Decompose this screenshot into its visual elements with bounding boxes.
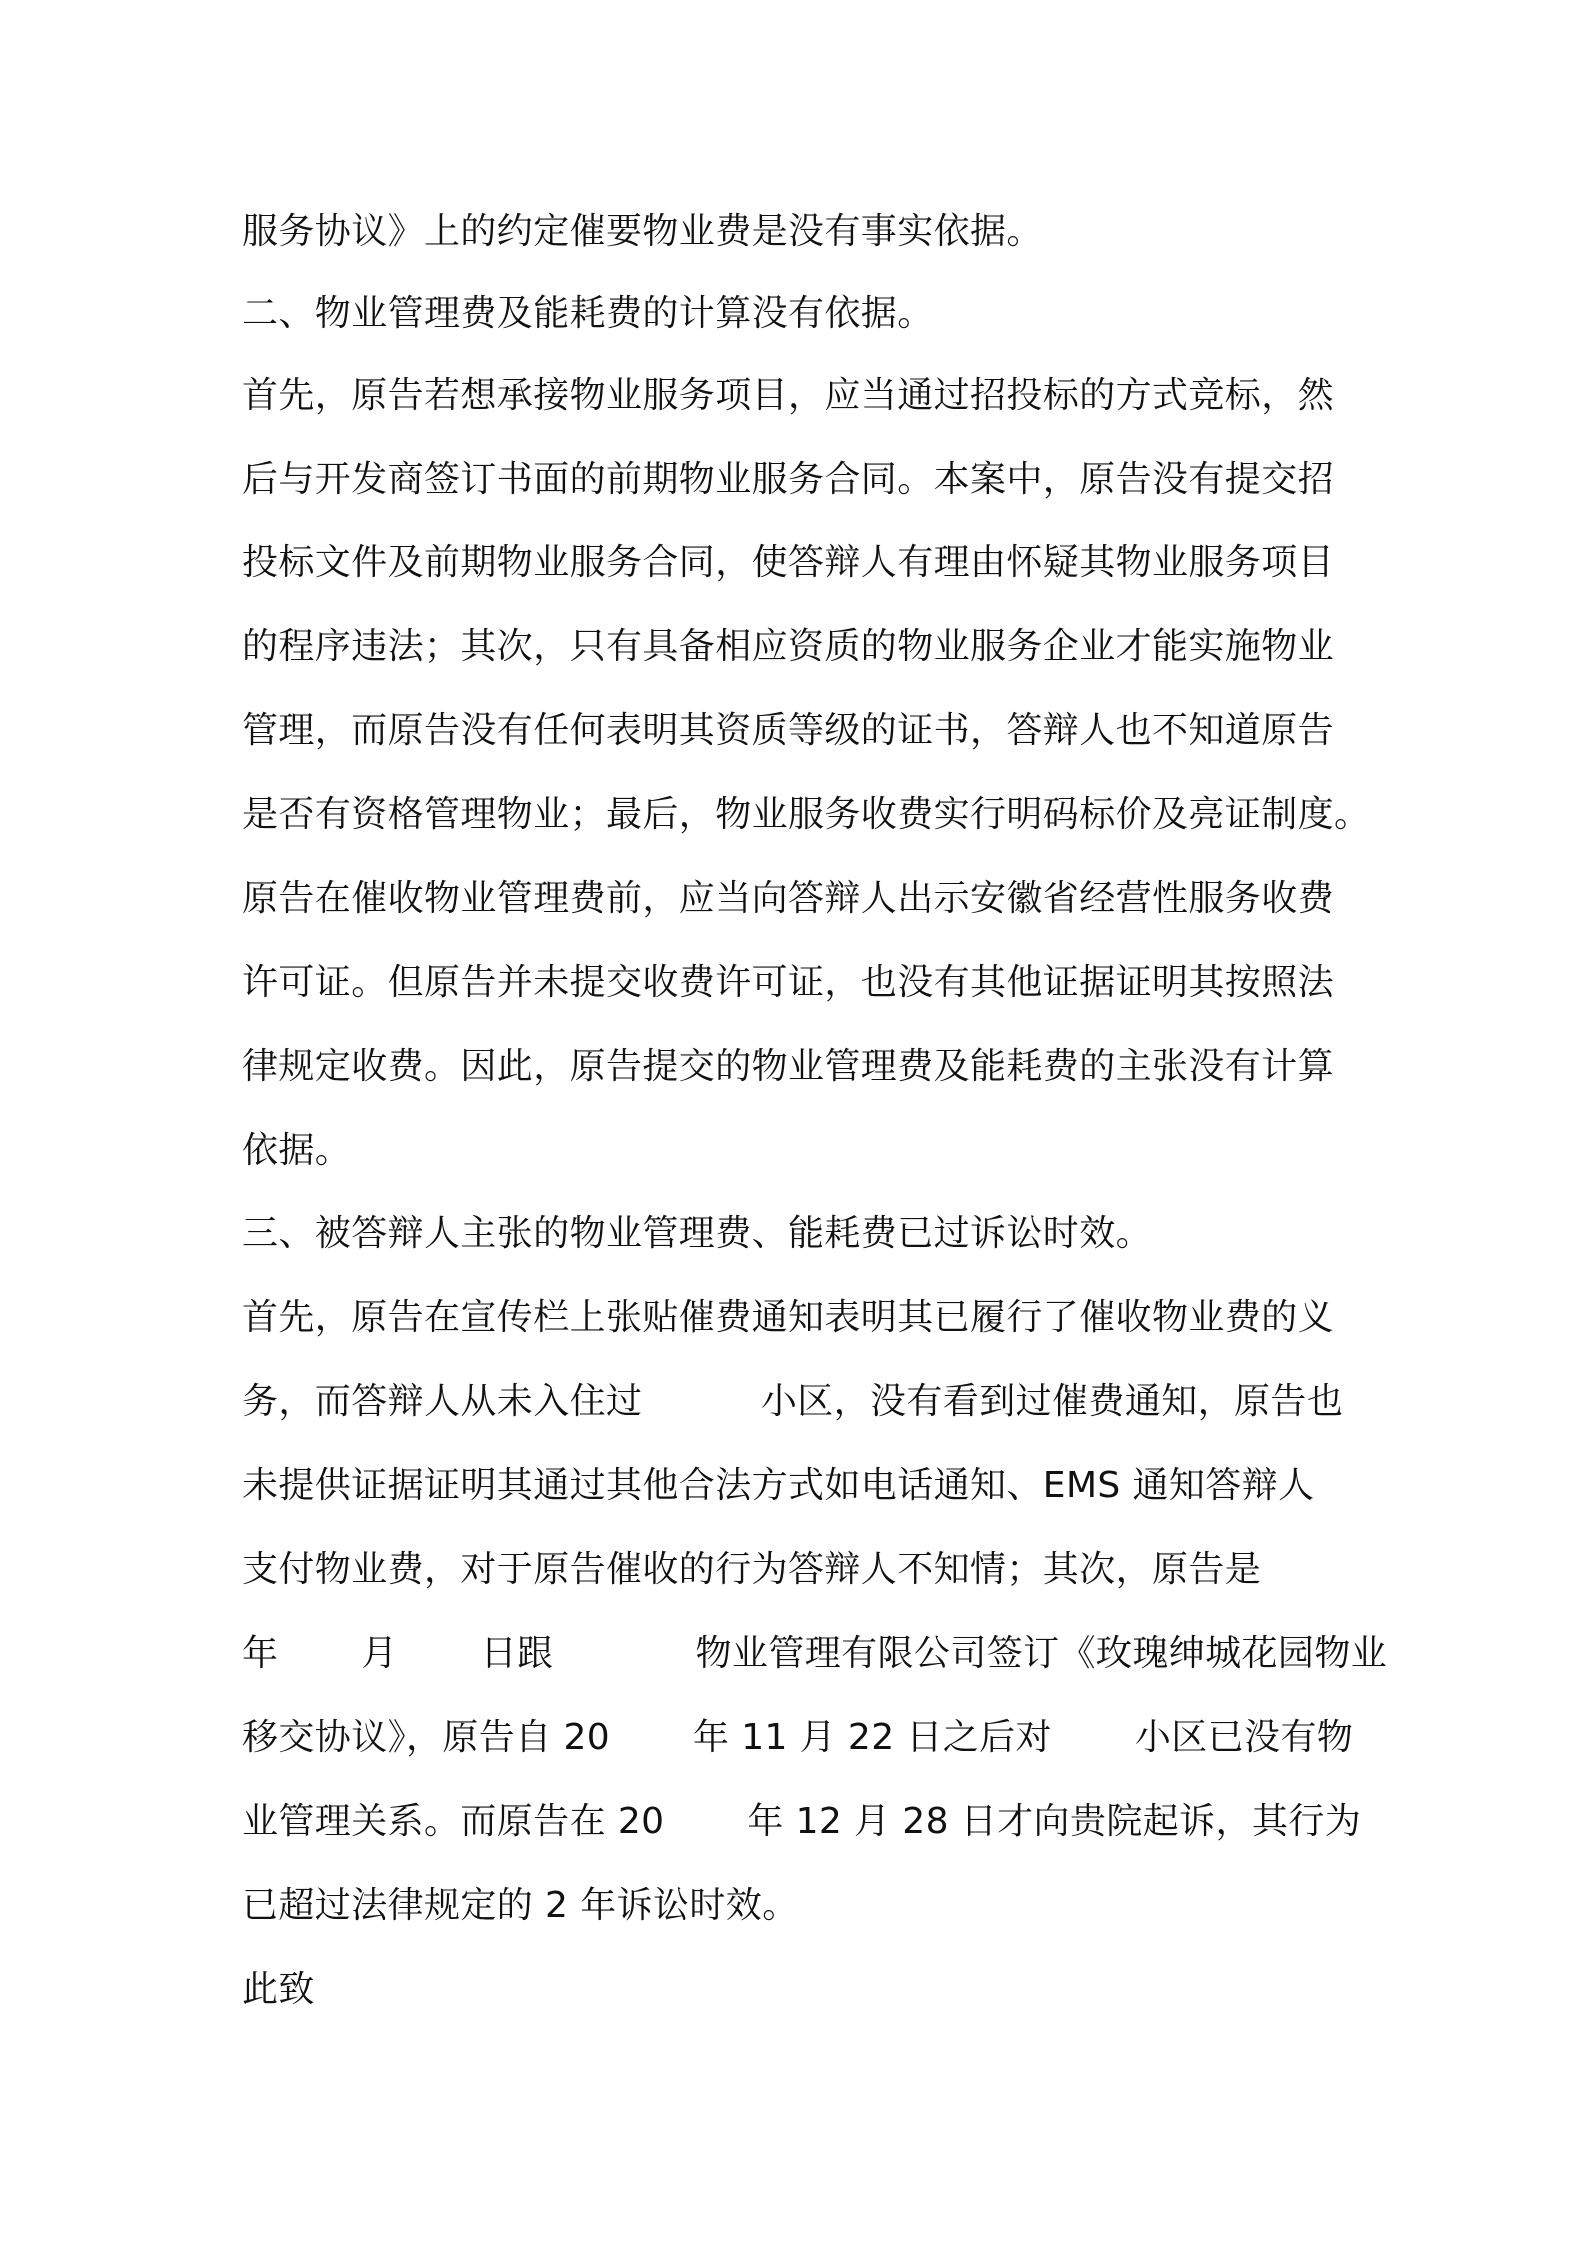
body-text-line: 律规定收费。因此，原告提交的物业管理费及能耗费的主张没有计算 (242, 1046, 1335, 1087)
body-text-line: 支付物业费，对于原告催收的行为答辩人不知情；其次，原告是 (242, 1549, 1262, 1590)
body-text-line: 原告在催收物业管理费前，应当向答辩人出示安徽省经营性服务收费 (242, 878, 1335, 919)
body-text-line: 未提供证据证明其通过其他合法方式如电话通知、EMS 通知答辩人 (242, 1465, 1315, 1506)
body-text-line: 首先，原告若想承接物业服务项目，应当通过招投标的方式竞标，然 (242, 375, 1335, 416)
body-text-line: 许可证。但原告并未提交收费许可证，也没有其他证据证明其按照法 (242, 962, 1335, 1003)
body-text-line: 依据。 (242, 1130, 352, 1171)
body-text-line: 移交协议》，原告自 20 年 11 月 22 日之后对 小区已没有物 (242, 1717, 1354, 1758)
section-heading: 三、被答辩人主张的物业管理费、能耗费已过诉讼时效。 (242, 1213, 1153, 1254)
section-heading: 二、物业管理费及能耗费的计算没有依据。 (242, 293, 934, 334)
body-text-line: 管理，而原告没有任何表明其资质等级的证书，答辩人也不知道原告 (242, 710, 1335, 751)
body-text-line: 的程序违法；其次，只有具备相应资质的物业服务企业才能实施物业 (242, 626, 1335, 667)
body-text-line: 务，而答辩人从未入住过 小区，没有看到过催费通知，原告也 (242, 1381, 1344, 1422)
body-text-line: 是否有资格管理物业；最后，物业服务收费实行明码标价及亮证制度。 (242, 794, 1371, 835)
body-text-line: 年 月 日跟 物业管理有限公司签订《玫瑰绅城花园物业 (242, 1633, 1388, 1674)
body-text-line: 后与开发商签订书面的前期物业服务合同。本案中，原告没有提交招 (242, 459, 1335, 500)
body-text-line: 已超过法律规定的 2 年诉讼时效。 (242, 1885, 799, 1926)
body-text-line: 业管理关系。而原告在 20 年 12 月 28 日才向贵院起诉，其行为 (242, 1801, 1362, 1842)
body-text-line: 首先，原告在宣传栏上张贴催费通知表明其已履行了催收物业费的义 (242, 1297, 1335, 1338)
closing-salutation: 此致 (242, 1969, 315, 2010)
body-text-line: 服务协议》上的约定催要物业费是没有事实依据。 (242, 211, 1043, 252)
body-text-line: 投标文件及前期物业服务合同，使答辩人有理由怀疑其物业服务项目 (242, 542, 1335, 583)
